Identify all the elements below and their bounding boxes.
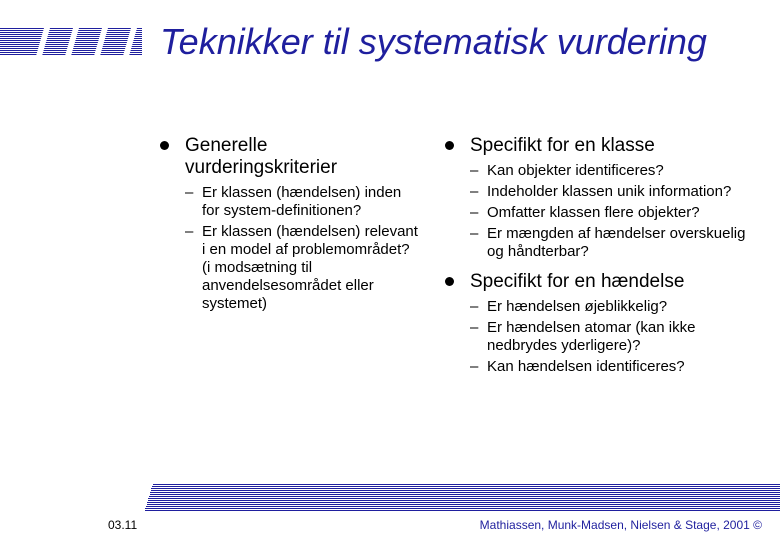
list-item-text: Indeholder klassen unik information?: [487, 183, 732, 200]
logo-bars-icon: [0, 28, 142, 56]
list-item-text: Er klassen (hændelsen) inden for system-definitionen?: [202, 184, 402, 219]
left-column: [160, 135, 420, 316]
bullet-class-specific: [445, 135, 765, 157]
dash-icon: –: [185, 223, 194, 240]
dash-icon: –: [470, 298, 479, 315]
dash-icon: –: [470, 358, 479, 375]
dash-icon: –: [470, 204, 479, 221]
bullet-event-specific: [445, 271, 765, 293]
page-number: 03.11: [108, 518, 138, 532]
list-item: [185, 184, 420, 220]
bullet-text: Specifikt for en klasse: [470, 135, 655, 156]
sub-list: [160, 184, 420, 313]
list-item: [470, 162, 765, 180]
list-item: [470, 358, 765, 376]
dash-icon: –: [185, 184, 194, 201]
sub-list: [445, 162, 765, 261]
dash-icon: –: [470, 162, 479, 179]
right-column: [445, 135, 765, 379]
list-item: [470, 298, 765, 316]
list-item-text: Kan objekter identificeres?: [487, 162, 664, 179]
list-item: [470, 319, 765, 355]
list-item: [470, 204, 765, 222]
list-item-text: Kan hændelsen identificeres?: [487, 358, 685, 375]
list-item-text: Er klassen (hændelsen) relevant i en model af problemområdet? (i modsætning til anvendelsesområdet eller systemet): [202, 223, 418, 312]
list-item-text: Er hændelsen øjeblikkelig?: [487, 298, 668, 315]
dash-icon: –: [470, 225, 479, 242]
footer-bars-icon: [145, 484, 780, 512]
dash-icon: –: [470, 183, 479, 200]
list-item-text: Er mængden af hændelser overskuelig og håndterbar?: [487, 225, 746, 260]
list-item: [470, 183, 765, 201]
list-item: [185, 223, 420, 313]
list-item: [470, 225, 765, 261]
dash-icon: –: [470, 319, 479, 336]
bullet-dot-icon: [445, 141, 454, 150]
list-item-text: Omfatter klassen flere objekter?: [487, 204, 700, 221]
bullet-dot-icon: [160, 141, 169, 150]
slide-title: Teknikker til systematisk vurdering: [160, 21, 707, 62]
bullet-general-criteria: [160, 135, 420, 179]
sub-list: [445, 298, 765, 376]
bullet-text: Specifikt for en hændelse: [470, 271, 685, 292]
bullet-text: Generelle vurderingskriterier: [185, 135, 338, 178]
bullet-dot-icon: [445, 277, 454, 286]
list-item-text: Er hændelsen atomar (kan ikke nedbrydes yderligere)?: [487, 319, 696, 354]
footer-credit: Mathiassen, Munk-Madsen, Nielsen & Stage, 2001 ©: [479, 518, 762, 532]
